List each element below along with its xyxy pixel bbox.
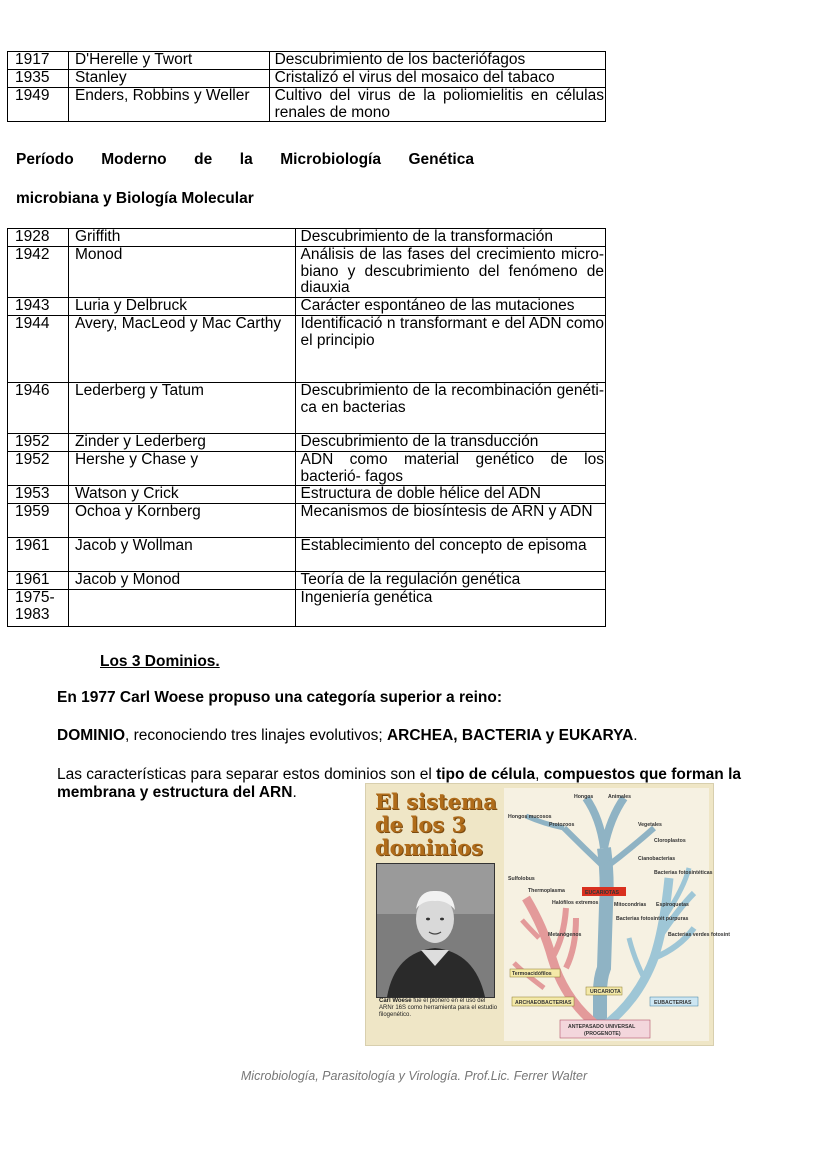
- year-cell: 1961: [8, 538, 69, 572]
- text: ,: [535, 766, 544, 783]
- table-row: [8, 538, 606, 572]
- label-espiroquetas: Espiroquetas: [656, 902, 689, 908]
- woese-portrait: [376, 863, 495, 998]
- heading-word: Período: [16, 151, 74, 168]
- heading-word: de: [194, 151, 213, 168]
- author-cell: Monod: [68, 247, 295, 298]
- year-cell: 1953: [8, 486, 69, 504]
- eukaryote-trunk: [600, 848, 607, 1033]
- description-cell: Establecimiento del concepto de episoma: [295, 538, 605, 572]
- label-bacterias-verdes: Bacterias verdes fotosint: [668, 932, 730, 938]
- year-cell: 1952: [8, 434, 69, 452]
- description-cell: Descubrimiento de la recombinación genéti- ca en bacterias: [295, 383, 605, 434]
- author-cell: D'Herelle y Twort: [68, 52, 269, 70]
- table-row: [8, 52, 606, 70]
- author-cell: Ochoa y Kornberg: [68, 504, 295, 538]
- description-cell: Descubrimiento de los bacteriófagos: [269, 52, 605, 70]
- author-cell: Jacob y Monod: [68, 572, 295, 590]
- label-antepasado: ANTEPASADO UNIVERSAL: [568, 1024, 636, 1030]
- label-animales: Animales: [608, 794, 632, 800]
- label-progenote: (PROGENOTE): [584, 1031, 621, 1037]
- table-row: [8, 298, 606, 316]
- description-cell: Descubrimiento de la transformación: [295, 229, 605, 247]
- label-halofilos: Halófilos extremos: [552, 900, 599, 906]
- table-row: [8, 70, 606, 88]
- three-domains-figure: [365, 783, 730, 1046]
- year-cell: 1961: [8, 572, 69, 590]
- figure-title: [375, 790, 497, 859]
- label-eubacterias: EUBACTERIAS: [654, 1000, 692, 1006]
- figure-title-line: de los 3: [375, 812, 467, 837]
- figure-caption: [379, 998, 501, 1019]
- label-archaeobacterias: ARCHAEOBACTERIAS: [515, 1000, 572, 1006]
- description-cell: Cultivo del virus de la poliomielitis en células renales de mono: [269, 88, 605, 122]
- year-cell: 1943: [8, 298, 69, 316]
- description-cell: Carácter espontáneo de las mutaciones: [295, 298, 605, 316]
- table-row: [8, 504, 606, 538]
- heading-word: Genética: [408, 151, 474, 168]
- tree-of-life-diagram: [504, 788, 730, 1041]
- paragraph-woese: En 1977 Carl Woese propuso una categoría superior a reino:: [57, 689, 503, 706]
- author-cell: Jacob y Wollman: [68, 538, 295, 572]
- description-cell: Cristalizó el virus del mosaico del tabaco: [269, 70, 605, 88]
- label-sulfolobus: Sulfolobus: [508, 876, 535, 882]
- emphasis: ARCHEA, BACTERIA y EUKARYA: [386, 727, 634, 744]
- table-row: [8, 229, 606, 247]
- paragraph-dominio: [57, 727, 638, 745]
- heading-word: Microbiología: [280, 151, 381, 168]
- label-thermoplasma: Thermoplasma: [528, 888, 565, 894]
- author-cell: Stanley: [68, 70, 269, 88]
- author-cell: Lederberg y Tatum: [68, 383, 295, 434]
- author-cell: Hershe y Chase y: [68, 452, 295, 486]
- table-row: [8, 572, 606, 590]
- label-eucariotas: EUCARIOTAS: [585, 890, 619, 896]
- table-row: [8, 452, 606, 486]
- heading-word: Moderno: [101, 151, 167, 168]
- year-cell: 1959: [8, 504, 69, 538]
- text: .: [292, 784, 297, 801]
- year-cell: 1942: [8, 247, 69, 298]
- emphasis: tipo de célula: [436, 766, 536, 783]
- figure-title-line: dominios: [375, 835, 483, 860]
- caption-name: Carl Woese: [379, 998, 412, 1004]
- section-title: Los 3 Dominios.: [100, 653, 220, 670]
- label-termoacidofilos: Termoacidófilos: [512, 971, 552, 977]
- year-cell: 1917: [8, 52, 69, 70]
- text: Las características para separar estos dominios son el: [57, 766, 437, 783]
- year-cell: 1944: [8, 316, 69, 383]
- year-cell: 1946: [8, 383, 69, 434]
- year-cell: 1928: [8, 229, 69, 247]
- author-cell: Zinder y Lederberg: [68, 434, 295, 452]
- history-table-classic: [7, 51, 606, 122]
- label-mitocondrias: Mitocondrias: [614, 902, 647, 908]
- author-cell: Watson y Crick: [68, 486, 295, 504]
- author-cell: [68, 590, 295, 627]
- description-cell: Descubrimiento de la transducción: [295, 434, 605, 452]
- section-heading-line2: microbiana y Biología Molecular: [16, 190, 254, 207]
- figure-title-line: El sistema: [375, 789, 497, 814]
- description-cell: Análisis de las fases del crecimiento micro- biano y descubrimiento del fenómeno de diauxia: [295, 247, 605, 298]
- label-cianobacterias: Cianobacterias: [638, 856, 676, 862]
- label-bacterias-purpuras: Bacterias fotosintét púrpuras: [616, 916, 689, 922]
- table-row: [8, 316, 606, 383]
- description-cell: Ingeniería genética: [295, 590, 605, 627]
- description-cell: ADN como material genético de los bacterió- fagos: [295, 452, 605, 486]
- author-cell: Enders, Robbins y Weller: [68, 88, 269, 122]
- description-cell: Identificació n transformant e del ADN como el principio: [295, 316, 605, 383]
- year-cell: 1952: [8, 452, 69, 486]
- table-row: [8, 434, 606, 452]
- table-row: [8, 247, 606, 298]
- label-vegetales: Vegetales: [638, 822, 662, 828]
- table-row: [8, 88, 606, 122]
- year-cell: 1935: [8, 70, 69, 88]
- table-row: [8, 383, 606, 434]
- label-hongos: Hongos: [574, 794, 594, 800]
- year-cell: 1949: [8, 88, 69, 122]
- history-table-modern: [7, 228, 606, 627]
- emphasis: DOMINIO: [57, 727, 126, 744]
- table-row: [8, 590, 606, 627]
- text: .: [633, 727, 638, 744]
- label-metanogenos: Metanógenos: [548, 932, 582, 938]
- label-bacterias-fotosinteticas: Bacterias fotosintéticas: [654, 870, 713, 876]
- heading-word: la: [239, 151, 253, 168]
- section-heading: [16, 151, 474, 169]
- label-cloroplastos: Cloroplastos: [654, 838, 686, 844]
- author-cell: Luria y Delbruck: [68, 298, 295, 316]
- label-urcariota: URCARIOTA: [590, 989, 621, 995]
- description-cell: Teoría de la regulación genética: [295, 572, 605, 590]
- label-protozoos: Protozoos: [549, 822, 575, 828]
- table-row: [8, 486, 606, 504]
- page-footer: Microbiología, Parasitología y Virología. Prof.Lic. Ferrer Walter: [240, 1069, 588, 1083]
- author-cell: Avery, MacLeod y Mac Carthy: [68, 316, 295, 383]
- author-cell: Griffith: [68, 229, 295, 247]
- text: , reconociendo tres linajes evolutivos;: [125, 727, 387, 744]
- label-hongos-mucosos: Hongos mucosos: [508, 814, 552, 820]
- description-cell: Estructura de doble hélice del ADN: [295, 486, 605, 504]
- year-cell: 1975-1983: [8, 590, 69, 627]
- description-cell: Mecanismos de biosíntesis de ARN y ADN: [295, 504, 605, 538]
- emphasis: compuestos que forman la membrana y estructura del ARN: [57, 766, 741, 801]
- caption-text: fue el pionero en el uso del ARNr 16S como herramienta para el estudio filogenético.: [379, 998, 498, 1018]
